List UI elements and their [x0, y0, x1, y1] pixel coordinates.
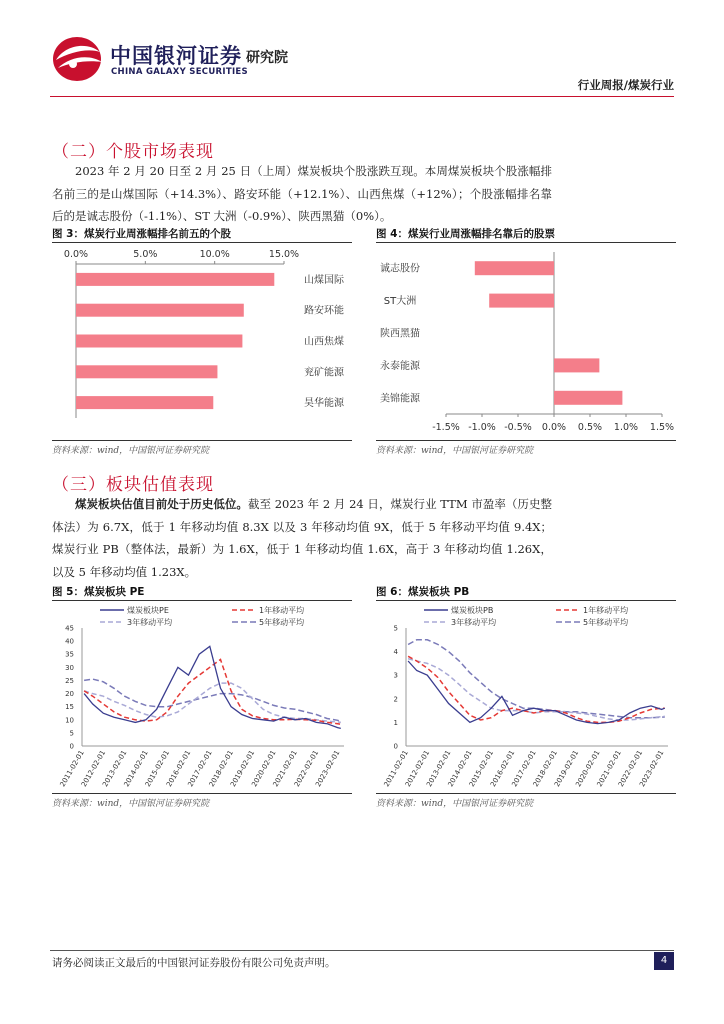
figure-rule [376, 242, 676, 243]
category-label: 山西焦煤 [304, 336, 344, 348]
series-line [408, 661, 665, 724]
y-tick-label: 1 [393, 718, 398, 727]
category-label: 陕西黑猫 [380, 328, 420, 340]
x-tick-label: 2014-02-01 [122, 749, 150, 789]
footer-disclaimer: 请务必阅读正文最后的中国银河证券股份有限公司免责声明。 [52, 957, 336, 969]
x-tick-label: 2023-02-01 [638, 749, 666, 789]
x-tick-label: 2020-02-01 [574, 749, 602, 789]
x-tick-label: 2015-02-01 [143, 749, 172, 789]
report-type: 行业周报/煤炭行业 [577, 78, 674, 92]
figure-source: 资料来源：wind，中国银河证券研究院 [52, 799, 210, 809]
x-tick-label: 0.5% [577, 422, 603, 433]
legend-label: 1年移动平均 [583, 606, 629, 615]
y-tick-label: 40 [65, 637, 74, 646]
category-label: 诚志股份 [380, 263, 420, 275]
legend-label: 5年移动平均 [583, 618, 629, 627]
figure-title: 图 3：煤炭行业周涨幅排名前五的个股 [52, 228, 231, 240]
y-tick-label: 30 [65, 663, 74, 672]
x-tick-label: -0.5% [504, 422, 532, 433]
bar [489, 294, 554, 308]
x-tick-label: 2014-02-01 [446, 749, 474, 789]
figure-rule [376, 600, 676, 601]
y-tick-label: 0 [393, 742, 398, 751]
x-tick-label: 2017-02-01 [186, 749, 214, 789]
x-tick-label: 2019-02-01 [228, 749, 257, 789]
paragraph-body: 截至 2023 年 2 月 24 日，煤炭行业 TTM 市盈率（历史整体法）为 6.7X，低于 1 年移动均值 8.3X 以及 3 年移动均值 9X，低于 5 年移动平均值 9.4X；煤炭行业 PB（整体法，最新）为 1.6X，低于 1 年移动均值 1.6X，高于 3 年移动均值 1.26X，以及 5 年移动均值 1.23X。 [52, 497, 552, 579]
series-line [84, 683, 341, 722]
section-title: （二）个股市场表现 [52, 142, 214, 162]
x-tick-label: 2016-02-01 [489, 749, 517, 789]
x-tick-label: -1.0% [468, 422, 496, 433]
footer-rule [50, 950, 674, 951]
header [0, 0, 724, 100]
y-tick-label: 0 [69, 742, 74, 751]
y-tick-label: 45 [65, 624, 74, 633]
category-label: 兖矿能源 [304, 367, 344, 379]
institute-name: 研究院 [246, 50, 288, 66]
header-rule [50, 96, 674, 97]
x-tick-label: 2023-02-01 [314, 749, 342, 789]
x-tick-label: 1.0% [613, 422, 639, 433]
fig3-chart [52, 244, 352, 440]
y-tick-label: 25 [65, 676, 74, 685]
category-label: ST大洲 [383, 296, 417, 308]
bar [76, 304, 244, 317]
x-tick-label: 2011-02-01 [58, 749, 86, 789]
x-tick-label: 15.0% [268, 249, 300, 260]
x-tick-label: 0.0% [63, 249, 89, 260]
x-tick-label: 1.5% [649, 422, 675, 433]
x-tick-label: 2012-02-01 [403, 749, 432, 789]
x-tick-label: 2019-02-01 [552, 749, 581, 789]
category-label: 山煤国际 [304, 274, 344, 286]
series-line [84, 679, 341, 721]
legend-label: 煤炭板块PB [451, 606, 494, 615]
figure-rule [376, 793, 676, 794]
y-tick-label: 4 [393, 648, 398, 657]
bar [475, 261, 554, 275]
x-tick-label: -1.5% [432, 422, 460, 433]
figure-title: 图 4：煤炭行业周涨幅排名靠后的股票 [376, 228, 555, 240]
x-tick-label: 5.0% [133, 249, 158, 260]
category-label: 昊华能源 [304, 398, 344, 410]
figure-title: 图 5：煤炭板块 PE [52, 586, 145, 598]
x-tick-label: 2016-02-01 [165, 749, 193, 789]
x-tick-label: 2013-02-01 [425, 749, 453, 789]
legend-label: 5年移动平均 [259, 618, 305, 627]
y-tick-label: 3 [393, 671, 398, 680]
paragraph: 2023 年 2 月 20 日至 2 月 25 日（上周）煤炭板块个股涨跌互现。本周煤炭板块个股涨幅排名前三的是山煤国际（+14.3%）、路安环能（+12.1%）、山西焦煤（+12%）；个股涨幅排名靠后的是诚志股份（-1.1%）、ST 大洲（-0.9%）、陕西黑猫（0%）。 [52, 164, 552, 223]
page-number: 4 [654, 952, 674, 970]
x-tick-label: 2020-02-01 [250, 749, 278, 789]
x-tick-label: 2021-02-01 [271, 749, 299, 789]
y-tick-label: 2 [393, 695, 398, 704]
bold-lead: 煤炭板块估值目前处于历史低位。 [75, 497, 248, 511]
bar [554, 358, 599, 372]
bar [76, 396, 213, 409]
series-line [408, 640, 665, 718]
x-tick-label: 0.0% [541, 422, 567, 433]
x-tick-label: 2013-02-01 [101, 749, 129, 789]
x-tick-label: 2018-02-01 [531, 749, 559, 789]
y-tick-label: 35 [65, 650, 74, 659]
section-title: （三）板块估值表现 [52, 475, 214, 495]
x-tick-label: 2021-02-01 [595, 749, 623, 789]
bar [76, 365, 217, 378]
legend-label: 3年移动平均 [451, 618, 497, 627]
fig5-chart [52, 602, 352, 792]
y-tick-label: 20 [65, 690, 74, 699]
bar [554, 391, 622, 405]
company-name: 中国银河证券 [110, 44, 242, 68]
legend-label: 1年移动平均 [259, 606, 305, 615]
x-tick-label: 2011-02-01 [382, 749, 410, 789]
legend-label: 3年移动平均 [127, 618, 173, 627]
figure-rule [52, 242, 352, 243]
x-tick-label: 2012-02-01 [79, 749, 108, 789]
figure-title: 图 6：煤炭板块 PB [376, 586, 470, 598]
figure-rule [376, 440, 676, 441]
bar [76, 335, 242, 348]
x-tick-label: 2017-02-01 [510, 749, 538, 789]
company-name-en: CHINA GALAXY SECURITIES [111, 67, 248, 77]
x-tick-label: 2022-02-01 [292, 749, 321, 789]
figure-rule [52, 793, 352, 794]
y-tick-label: 5 [393, 624, 398, 633]
figure-rule [52, 440, 352, 441]
y-tick-label: 10 [65, 716, 74, 725]
x-tick-label: 2022-02-01 [616, 749, 645, 789]
x-tick-label: 2018-02-01 [207, 749, 235, 789]
figure-source: 资料来源：wind，中国银河证券研究院 [376, 799, 534, 809]
category-label: 路安环能 [304, 305, 344, 317]
galaxy-logo-icon [50, 34, 104, 84]
fig4-chart [376, 244, 676, 440]
figure-source: 资料来源：wind，中国银河证券研究院 [376, 446, 534, 456]
figure-rule [52, 600, 352, 601]
paragraph [52, 493, 552, 583]
category-label: 美锦能源 [380, 393, 420, 405]
fig6-chart [376, 602, 676, 792]
legend-label: 煤炭板块PE [127, 606, 169, 615]
bar [76, 273, 274, 286]
series-line [84, 660, 341, 725]
figure-source: 资料来源：wind，中国银河证券研究院 [52, 446, 210, 456]
series-line [84, 646, 341, 728]
x-tick-label: 10.0% [199, 249, 230, 260]
y-tick-label: 5 [69, 729, 74, 738]
x-tick-label: 2015-02-01 [467, 749, 496, 789]
category-label: 永泰能源 [380, 360, 420, 372]
y-tick-label: 15 [65, 703, 74, 712]
